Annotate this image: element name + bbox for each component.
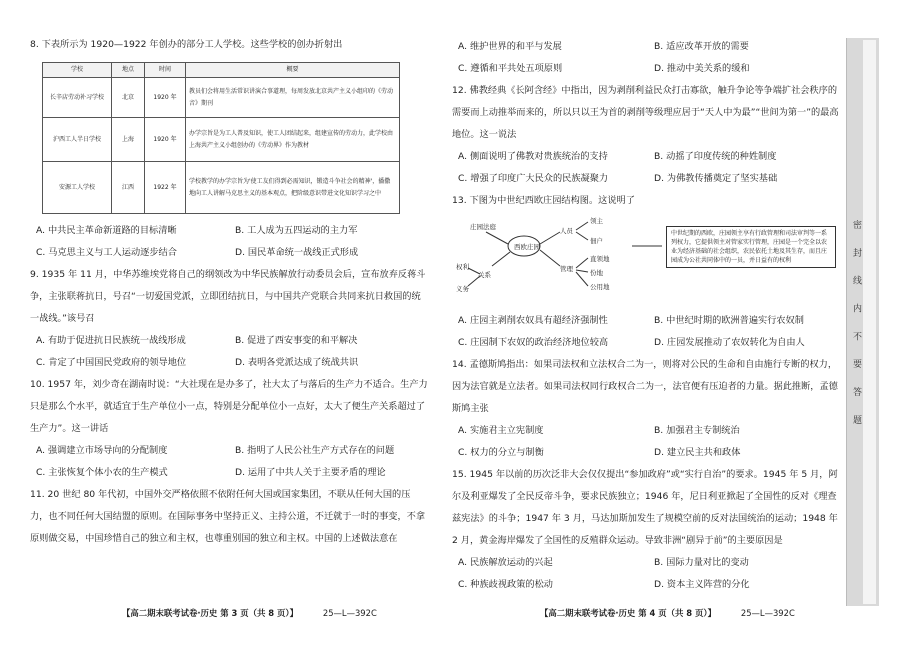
q14-option-d[interactable]: D. 建立民主共和政体 (654, 447, 741, 458)
diagram-duties: 义务 (456, 285, 469, 293)
left-footer-code: 25—L—392C (322, 608, 377, 618)
cell-time: 1920 年 (145, 118, 186, 162)
th-time: 时间 (145, 63, 186, 78)
diagram-court: 庄园法庭 (470, 223, 496, 231)
diagram-commons: 公用地 (590, 283, 610, 291)
q9-option-c[interactable]: C. 肯定了中国国民党政府的领导地位 (36, 357, 187, 368)
q15-option-c[interactable]: C. 种族歧视政策的松动 (458, 579, 553, 590)
q13-option-b[interactable]: B. 中世纪时期的欧洲普遍实行农奴制 (654, 315, 804, 326)
q10-options (30, 440, 428, 484)
schools-table (42, 62, 400, 214)
q11-option-c[interactable]: C. 遵循和平共处五项原则 (458, 63, 563, 74)
q10-option-a[interactable]: A. 强调建立市场导向的分配制度 (36, 445, 168, 456)
manor-diagram (456, 214, 846, 310)
q11-option-b[interactable]: B. 适应改革开放的需要 (654, 41, 749, 52)
q8-option-a[interactable]: A. 中共民主革命新道路的目标清晰 (36, 225, 177, 236)
q10-option-b[interactable]: B. 指明了人民公社生产方式存在的问题 (235, 445, 395, 456)
right-footer (540, 607, 795, 619)
q10-option-c[interactable]: C. 主张恢复个体小农的生产模式 (36, 467, 168, 478)
q11-option-d[interactable]: D. 推动中美关系的缓和 (654, 63, 750, 74)
left-page (30, 0, 428, 651)
diagram-tenant: 佃户 (590, 237, 603, 245)
right-footer-code: 25—L—392C (740, 608, 795, 618)
q14-stem: 14. 孟德斯鸠指出：如果司法权和立法权合二为一，则将对公民的生命和自由施行专断的权力，因为法官就是立法者。如果司法权同行政权合二为一，法官便有压迫者的力量。据此推断，孟德斯鸠主张 (452, 359, 838, 414)
q12-option-b[interactable]: B. 动摇了印度传统的种姓制度 (654, 151, 777, 162)
q15-option-b[interactable]: B. 国际力量对比的变动 (654, 557, 749, 568)
q13-stem: 13. 下图为中世纪西欧庄园结构图。这说明了 (452, 195, 635, 206)
q13-option-a[interactable]: A. 庄园主剥削农奴具有超经济强制性 (458, 315, 608, 326)
th-summary: 概要 (186, 63, 400, 78)
cell-summary: 教员们会将用生活常识讲演合事道理，每周发放北京共产主义小组印的《劳动音》期刊 (186, 78, 400, 118)
cell-place: 北京 (112, 78, 145, 118)
diagram-rights: 权利 (456, 263, 469, 271)
right-footer-title: 【高二期末联考试卷·历史 第 4 页（共 8 页）】 (540, 608, 716, 618)
q12-option-c[interactable]: C. 增强了印度广大民众的民族凝聚力 (458, 173, 609, 184)
q14-option-b[interactable]: B. 加强君主专制统治 (654, 425, 740, 436)
q10-option-d[interactable]: D. 运用了中共人关于主要矛盾的理论 (235, 467, 386, 478)
q14-option-c[interactable]: C. 权力的分立与制衡 (458, 447, 544, 458)
diagram-relation: 关系 (478, 271, 491, 279)
cell-school: 沪西工人半日学校 (43, 118, 112, 162)
q8-option-d[interactable]: D. 国民革命统一战线正式形成 (235, 247, 359, 258)
table-row (43, 78, 400, 118)
diagram-plot: 份地 (590, 269, 603, 277)
q13-options (452, 310, 844, 354)
q9-options (30, 330, 428, 374)
cell-summary: 学校教学的办学宗旨为'使工友们得到必需知识，锻造斗争社会的精神'，播撒地向工人讲解马克思主义的基本观点，把阶级意识带进文化知识学习之中 (186, 162, 400, 214)
q9-option-b[interactable]: B. 促进了西安事变的和平解决 (235, 335, 358, 346)
q15-option-d[interactable]: D. 资本主义阵营的分化 (654, 579, 750, 590)
q13-option-c[interactable]: C. 庄园制下农奴的政治经济地位较高 (458, 337, 609, 348)
table-row (43, 162, 400, 214)
diagram-lord: 领主 (590, 217, 603, 225)
cell-school: 长辛店劳动补习学校 (43, 78, 112, 118)
q15-option-a[interactable]: A. 民族解放运动的兴起 (458, 557, 553, 568)
q14-option-a[interactable]: A. 实施君主立宪制度 (458, 425, 544, 436)
cell-time: 1920 年 (145, 78, 186, 118)
table-row (43, 118, 400, 162)
left-footer (122, 607, 377, 619)
th-place: 地点 (112, 63, 145, 78)
diagram-manage: 管理 (560, 265, 573, 273)
cell-time: 1922 年 (145, 162, 186, 214)
diagram-center: 西欧庄园 (514, 243, 540, 251)
cell-summary: 办学宗旨是为工人普及知识，使工人团结起来，组建宣传的劳动力，此学校由上海共产主义小组创办的《劳动界》作为教材 (186, 118, 400, 162)
seal-line-notice: 密 封 线 内 不 要 答 题 (851, 220, 861, 433)
diagram-people: 人员 (560, 227, 573, 235)
q11-option-a[interactable]: A. 维护世界的和平与发展 (458, 41, 562, 52)
cell-place: 上海 (112, 118, 145, 162)
right-page (452, 0, 844, 651)
q12-stem: 12. 佛教经典《长阿含经》中指出，因为剥削利益民众打击寡欲，触升争论等争端扩社会秩序的需要而上动推举而来的，所以只以王为首的剥削等级理应居于“天人中为最”“世间为第一”的最高地位。这一说法 (452, 85, 839, 140)
q8-stem: 8. 下表所示为 1920—1922 年创办的部分工人学校。这些学校的创办折射出 (30, 39, 343, 50)
th-school: 学校 (43, 63, 112, 78)
q12-option-a[interactable]: A. 侧面说明了佛教对贵族统治的支持 (458, 151, 608, 162)
q11-stem: 11. 20 世纪 80 年代初，中国外交严格依照不依附任何大国或国家集团，不联从任何大国的压力，也不同任何大国结盟的原则。在国际事务中坚持正义、主持公道，不迁就于一时的事变，不拿原则做交易，中国珍惜自己的独立和主权，也尊重别国的独立和主权。中国的上述做法意在 (30, 489, 426, 544)
q9-option-a[interactable]: A. 有助于促进抗日民族统一战线形成 (36, 335, 186, 346)
diagram-demesne: 直领地 (590, 255, 610, 263)
q12-options (452, 146, 844, 190)
q11-options (452, 36, 844, 80)
left-footer-title: 【高二期末联考试卷·历史 第 3 页（共 8 页）】 (122, 608, 298, 618)
q8-option-c[interactable]: C. 马克思主义与工人运动逐步结合 (36, 247, 177, 258)
q9-stem: 9. 1935 年 11 月，中华苏维埃党将自己的纲领改为中华民族解放行动委员会后，宣布放弃反蒋斗争，主张联蒋抗日，号召“一切爱国党派，立即团结抗日，与中国共产党联合共同来抗日救国的统一战线。”该号召 (30, 269, 426, 324)
q8-option-b[interactable]: B. 工人成为五四运动的主力军 (235, 225, 358, 236)
q15-stem: 15. 1945 年以前的历次泛非大会仅仅提出“参加政府”或“实行自治”的要求。1945 年 5 月，阿尔及利亚爆发了全民反帝斗争，要求民族独立；1946 年，尼日利亚掀起了全国性的反对《理查兹宪法》的斗争；1947 年 3 月，马达加斯加发生了规模空前的反对法国统治的运动；1948 年 2 月，黄金海岸爆发了全国性的反殖群众运动。导致非洲“剧异于前”的主要原因是 (452, 469, 838, 546)
q12-option-d[interactable]: D. 为佛教传播奠定了坚实基础 (654, 173, 778, 184)
q10-stem: 10. 1957 年，刘少奇在湖南时说：“大社现在是办多了，社大太了与落后的生产力不适合。生产力只是那么个水平，就适宜于生产单位小一点，特别是分配单位小一点好，太大了便生产关系超过了生产力”。这一讲话 (30, 379, 428, 434)
q15-options (452, 552, 844, 596)
q13-option-d[interactable]: D. 庄园发展推动了农奴转化为自由人 (654, 337, 805, 348)
cell-place: 江西 (112, 162, 145, 214)
q9-option-d[interactable]: D. 表明各党派达成了统战共识 (235, 357, 359, 368)
diagram-note: 中世纪期的西欧，庄园领主享有行政管理和司法审判等一系列权力，它提供领主对管家实行管理，庄园是一个完全以农业为经济基础的社会组织，农民依托土地及其生存，而且庄园成为公社共同体中的一员，并日益有的权利 (666, 226, 836, 268)
q14-options (452, 420, 844, 464)
table-header-row (43, 63, 400, 78)
cell-school: 安源工人学校 (43, 162, 112, 214)
q8-options (30, 220, 428, 264)
